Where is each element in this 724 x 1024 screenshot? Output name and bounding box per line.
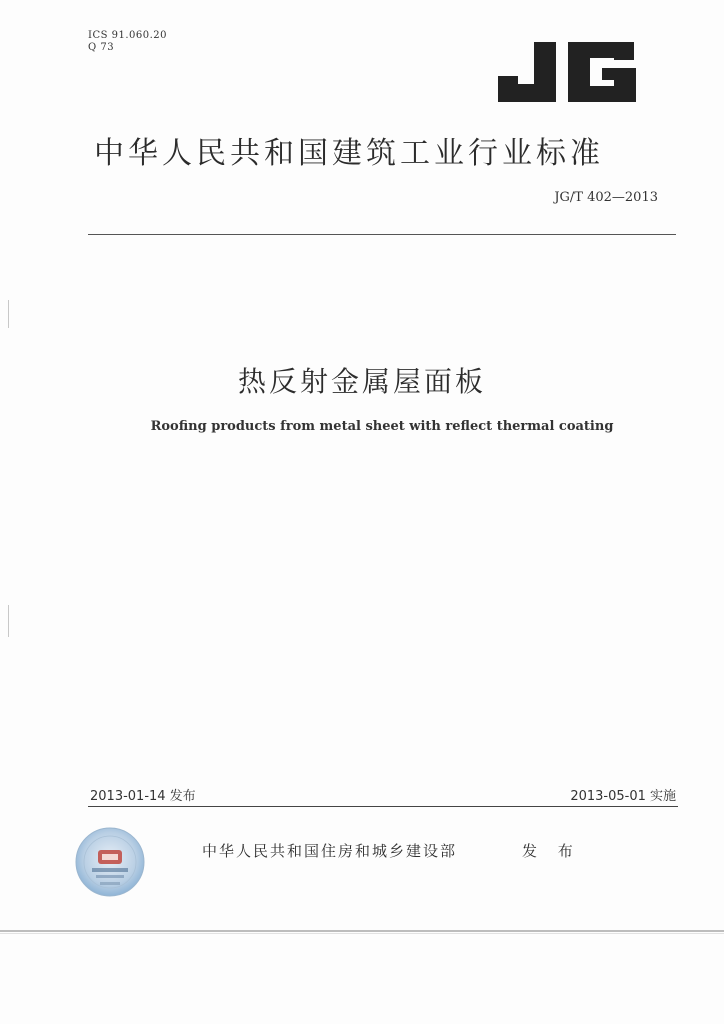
ccs-code: Q 73 (88, 42, 115, 53)
ics-code: ICS 91.060.20 (88, 30, 168, 41)
scan-bottom-edge-shadow (0, 933, 724, 934)
publishing-authority: 中华人民共和国住房和城乡建设部 (202, 842, 458, 860)
classification-codes (88, 30, 167, 54)
issuing-standard-series: 中华人民共和国建筑工业行业标准 (94, 136, 604, 171)
scan-bottom-edge (0, 930, 724, 932)
issue-date: 2013-01-14 发布 (90, 789, 196, 804)
publish-label: 发 布 (522, 842, 581, 860)
footer-divider (88, 806, 678, 807)
scan-margin-mark (8, 605, 9, 637)
anti-counterfeit-seal-icon (74, 826, 146, 898)
header-divider (88, 234, 676, 235)
standard-number: JG/T 402—2013 (554, 190, 658, 205)
document-title-english: Roofing products from metal sheet with reflect thermal coating (150, 419, 614, 434)
scan-margin-mark (8, 300, 9, 328)
implementation-date: 2013-05-01 实施 (570, 789, 676, 804)
document-title-chinese: 热反射金属屋面板 (237, 365, 486, 398)
jg-logo (498, 40, 638, 104)
